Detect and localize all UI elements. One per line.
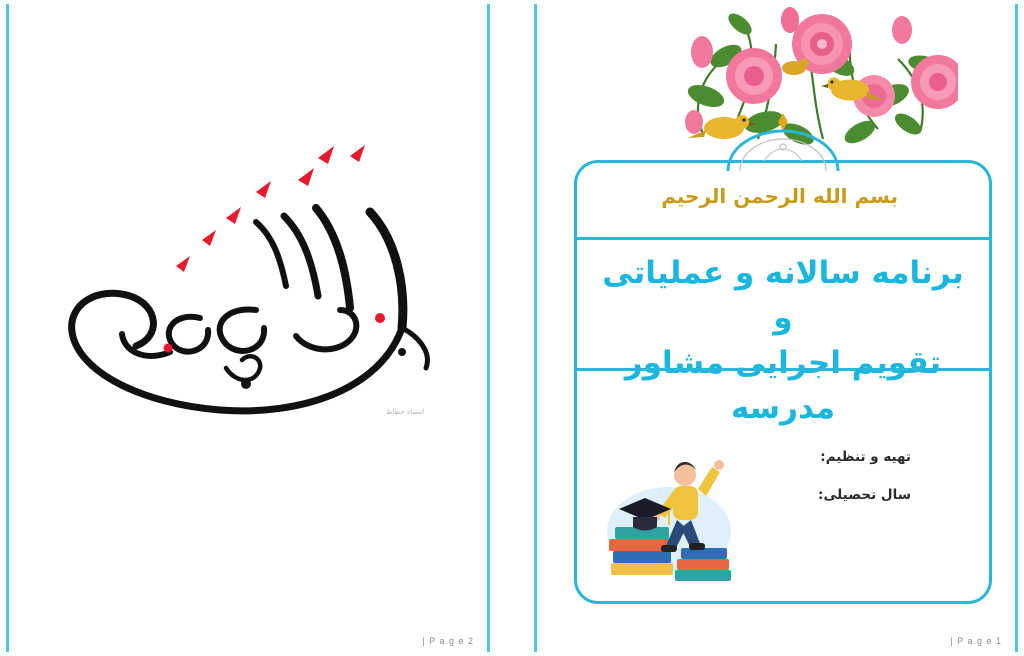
card-divider-top (577, 237, 989, 240)
basmala-calligraphy-icon (50, 100, 450, 430)
page-2 (0, 0, 496, 656)
islamic-dome-icon (718, 111, 848, 171)
page-1 (528, 0, 1024, 656)
title-line-1: برنامه سالانه و عملیاتی و (602, 255, 964, 336)
student-illustration-icon (599, 439, 759, 589)
page-2-number: | P a g e 2 (422, 636, 474, 646)
calligrapher-signature: امضاء خطاط (386, 408, 425, 416)
cover-meta-block (818, 449, 911, 525)
academic-year-label: سال تحصیلی: (818, 487, 911, 503)
card-divider-bottom (577, 368, 989, 371)
basmala-gold-text: بسم الله الرحمن الرحیم (661, 184, 898, 208)
page-title (591, 251, 975, 426)
page-1-number: | P a g e 1 (950, 636, 1002, 646)
title-line-2: تقویم اجرایی مشاور مدرسه (624, 344, 942, 426)
cover-title-card (574, 160, 992, 604)
prepared-by-label: تهیه و تنظیم: (820, 449, 911, 465)
